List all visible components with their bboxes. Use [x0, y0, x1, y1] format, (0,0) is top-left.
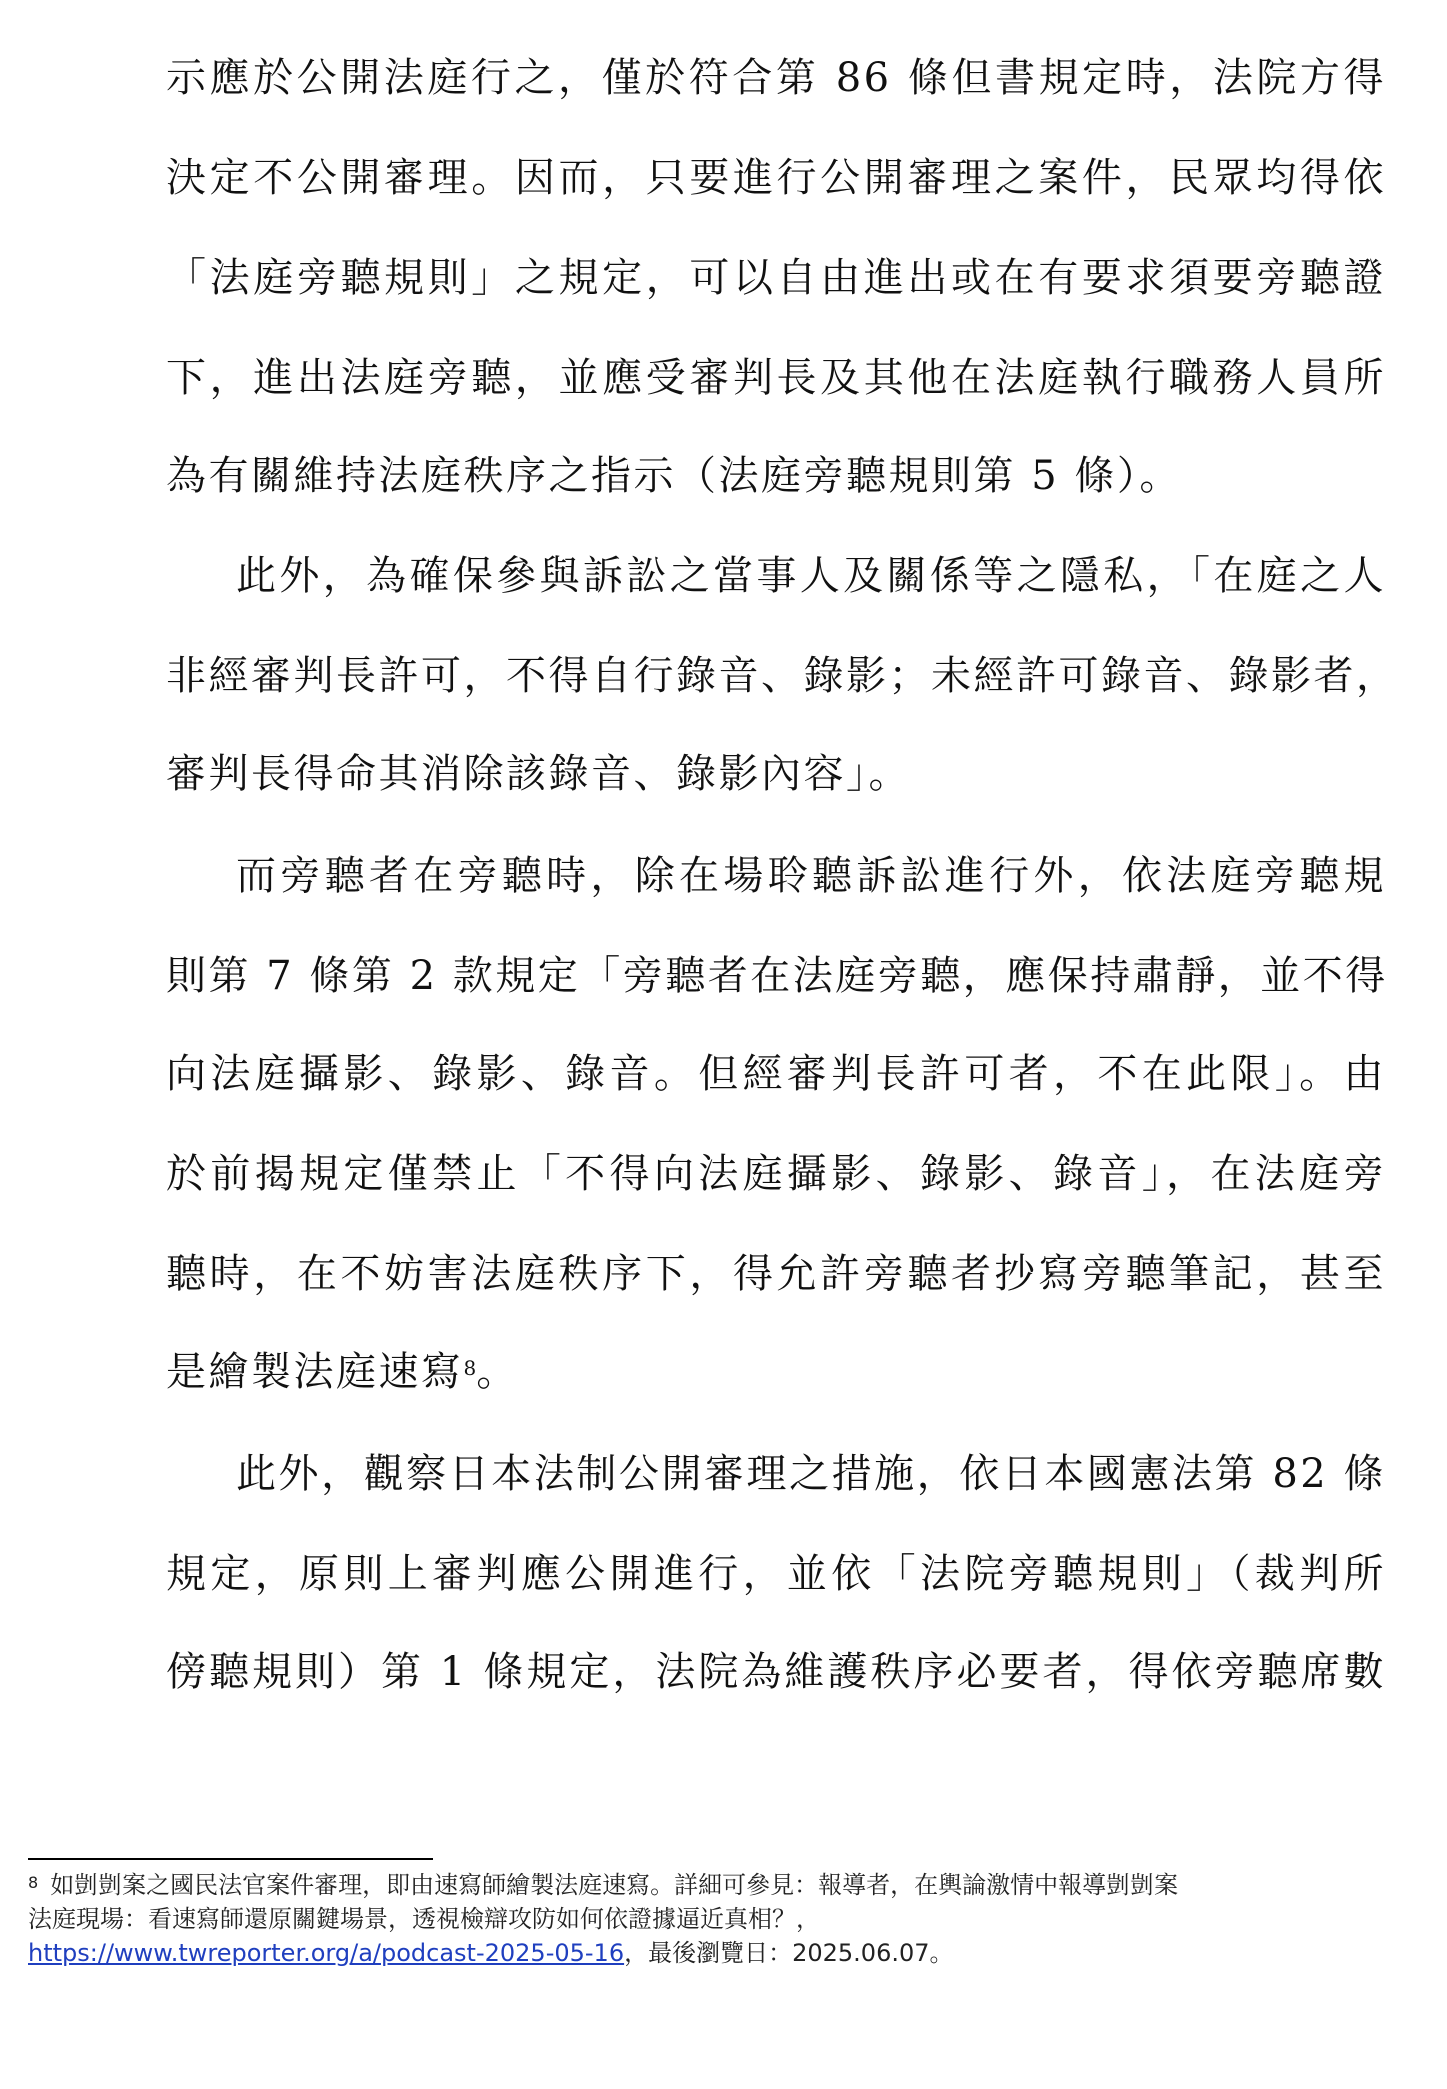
body-line [166, 1344, 1386, 1400]
body-line: 為有關維持法庭秩序之指示（法庭旁聽規則第 5 條）。 [166, 453, 1182, 499]
footnote-line [28, 1868, 1178, 1902]
body-line: 示應於公開法庭行之，僅於符合第 86 條但書規定時，法院方得 [166, 55, 1386, 101]
body-line: 傍聽規則）第 1 條規定，法院為維護秩序必要者，得依旁聽席數 [166, 1649, 1386, 1695]
body-line-text: 。 [476, 1349, 519, 1395]
footnote-link[interactable]: https://www.twreporter.org/a/podcast-2025-05-16 [28, 1939, 625, 1967]
body-line: 決定不公開審理。因而，只要進行公開審理之案件，民眾均得依 [166, 155, 1386, 201]
body-line: 下，進出法庭旁聽，並應受審判長及其他在法庭執行職務人員所 [166, 355, 1386, 401]
body-line: 審判長得命其消除該錄音、錄影內容」。 [166, 751, 911, 797]
body-line-text: 是繪製法庭速寫 [166, 1349, 464, 1395]
body-line: 規定，原則上審判應公開進行，並依「法院旁聽規則」（裁判所 [166, 1551, 1386, 1597]
body-line: 於前揭規定僅禁止「不得向法庭攝影、錄影、錄音」，在法庭旁 [166, 1151, 1386, 1197]
paragraph-first-line: 此外，觀察日本法制公開審理之措施，依日本國憲法第 82 條 [236, 1451, 1386, 1497]
footnote-separator [28, 1858, 433, 1860]
body-line: 「法庭旁聽規則」之規定，可以自由進出或在有要求須要旁聽證 [166, 255, 1386, 301]
footnote-line: 法庭現場：看速寫師還原關鍵場景，透視檢辯攻防如何依證據逼近真相？， [28, 1905, 820, 1933]
paragraph-first-line: 而旁聽者在旁聽時，除在場聆聽訴訟進行外，依法庭旁聽規 [236, 853, 1386, 899]
footnote-text: 如剴剴案之國民法官案件審理，即由速寫師繪製法庭速寫。詳細可參見：報導者，在輿論激情中報導剴剴案 [50, 1871, 1179, 1899]
body-line: 向法庭攝影、錄影、錄音。但經審判長許可者，不在此限」。由 [166, 1051, 1386, 1097]
body-line: 聽時，在不妨害法庭秩序下，得允許旁聽者抄寫旁聽筆記，甚至 [166, 1251, 1386, 1297]
body-line: 則第 7 條第 2 款規定「旁聽者在法庭旁聽，應保持肅靜，並不得 [166, 953, 1388, 999]
body-line: 非經審判長許可，不得自行錄音、錄影；未經許可錄音、錄影者， [166, 653, 1399, 699]
footnote-text: ，最後瀏覽日：2025.06.07。 [624, 1939, 954, 1967]
footnote-line [28, 1936, 954, 1970]
footnote-number: 8 [28, 1873, 39, 1892]
paragraph-first-line: 此外，為確保參與訴訟之當事人及關係等之隱私，「在庭之人 [236, 553, 1386, 599]
footnote-reference[interactable]: 8 [463, 1356, 477, 1380]
